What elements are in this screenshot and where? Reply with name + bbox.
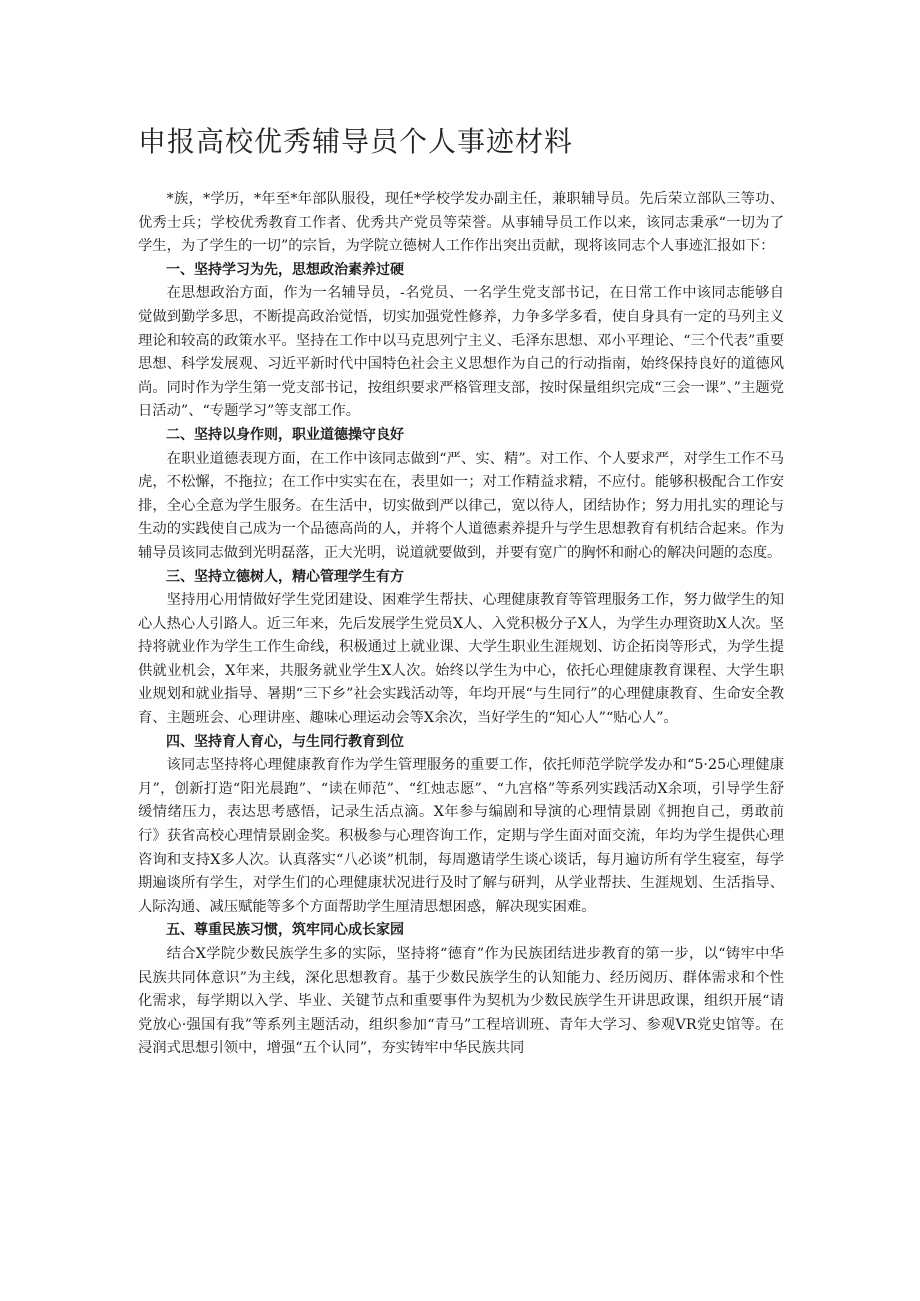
document-title: 申报高校优秀辅导员个人事迹材料 bbox=[138, 125, 574, 158]
section-1-heading: 一、坚持学习为先，思想政治素养过硬 bbox=[166, 261, 404, 278]
section-1-body: 在思想政治方面，作为一名辅导员，-名党员、一名学生党支部书记，在日常工作中该同志能够自觉做到勤学多思，不断提高政治觉悟，切实加强党性修养，力争多学多看，使自身具有一定的马列主义理论和较高的政策水平。坚持在工作中以马克思列宁主义、毛泽东思想、邓小平理论、“三个代表”重要思想、科学发展观、习近平新时代中国特色社会主义思想作为自己的行动指南，始终保持良好的道德风尚。同时作为学生第一党支部书记，按组织要求严格管理支部，按时保量组织完成“三会一课”、”主题党日活动”、“专题学习”等支部工作。 bbox=[138, 285, 784, 420]
section-4-heading: 四、坚持育人育心，与生同行教育到位 bbox=[166, 733, 404, 750]
document-page bbox=[138, 122, 784, 1061]
section-3-body: 坚持用心用情做好学生党团建设、困难学生帮扶、心理健康教育等管理服务工作，努力做学生的知心人热心人引路人。近三年来，先后发展学生党员X人、入党积极分子X人，为学生办理资助X人次。坚持将就业作为学生工作生命线，积极通过上就业课、大学生职业生涯规划、访企拓岗等形式，为学生提供就业机会，X年来，共服务就业学生X人次。始终以学生为中心，依托心理健康教育课程、大学生职业规划和就业指导、暑期“三下乡”社会实践活动等，年均开展“与生同行”的心理健康教育、生命安全教育、主题班会、心理讲座、趣味心理运动会等X余次，当好学生的“知心人”“贴心人”。 bbox=[138, 592, 784, 727]
section-2-body: 在职业道德表现方面，在工作中该同志做到“严、实、精”。对工作、个人要求严，对学生工作不马虎，不松懈，不拖拉；在工作中实实在在，表里如一；对工作精益求精，不应付。能够积极配合工作安排，全心全意为学生服务。在生活中，切实做到严以律己，宽以待人，团结协作；努力用扎实的理论与生动的实践使自己成为一个品德高尚的人，并将个人道德素养提升与学生思想教育有机结合起来。作为辅导员该同志做到光明磊落，正大光明，说道就要做到，并要有宽广的胸怀和耐心的解决问题的态度。 bbox=[138, 450, 784, 561]
section-4-body: 该同志坚持将心理健康教育作为学生管理服务的重要工作，依托师范学院学发办和“5·25心理健康月”，创新打造“阳光晨跑”、“读在师范”、“红烛志愿”、“九宫格”等系列实践活动X余项，引导学生舒缓情绪压力，表达思考感悟，记录生活点滴。X年参与编剧和导演的心理情景剧《拥抱自己，勇敢前行》获省高校心理情景剧金奖。积极参与心理咨询工作，定期与学生面对面交流，年均为学生提供心理咨询和支持X多人次。认真落实“八必谈”机制，每周邀请学生谈心谈话，每月遍访所有学生寝室，每学期遍谈所有学生，对学生们的心理健康状况进行及时了解与研判，从学业帮扶、生涯规划、生活指导、人际沟通、减压赋能等多个方面帮助学生厘清思想困惑，解决现实困难。 bbox=[138, 757, 784, 915]
section-5-body: 结合X学院少数民族学生多的实际，坚持将“德育”作为民族团结进步教育的第一步，以“铸牢中华民族共同体意识”为主线，深化思想教育。基于少数民族学生的认知能力、经历阅历、群体需求和个性化需求，每学期以入学、毕业、关键节点和重要事件为契机为少数民族学生开讲思政课，组织开展“请党放心·强国有我”等系列主题活动，组织参加“青马”工程培训班、青年大学习、参观VR党史馆等。在浸润式思想引领中，增强“五个认同”，夯实铸牢中华民族共同 bbox=[138, 946, 784, 1057]
section-3-heading: 三、坚持立德树人，精心管理学生有方 bbox=[166, 568, 404, 585]
section-5-heading: 五、尊重民族习惯，筑牢同心成长家园 bbox=[166, 922, 404, 939]
section-2-heading: 二、坚持以身作则，职业道德操守良好 bbox=[166, 426, 404, 443]
intro-paragraph: *族，*学历，*年至*年部队服役，现任*学校学发办副主任，兼职辅导员。先后荣立部队三等功、优秀士兵；学校优秀教育工作者、优秀共产党员等荣誉。从事辅导员工作以来，该同志秉承“一切为了学生，为了学生的一切”的宗旨，为学院立德树人工作作出突出贡献，现将该同志个人事迹汇报如下： bbox=[138, 191, 784, 255]
